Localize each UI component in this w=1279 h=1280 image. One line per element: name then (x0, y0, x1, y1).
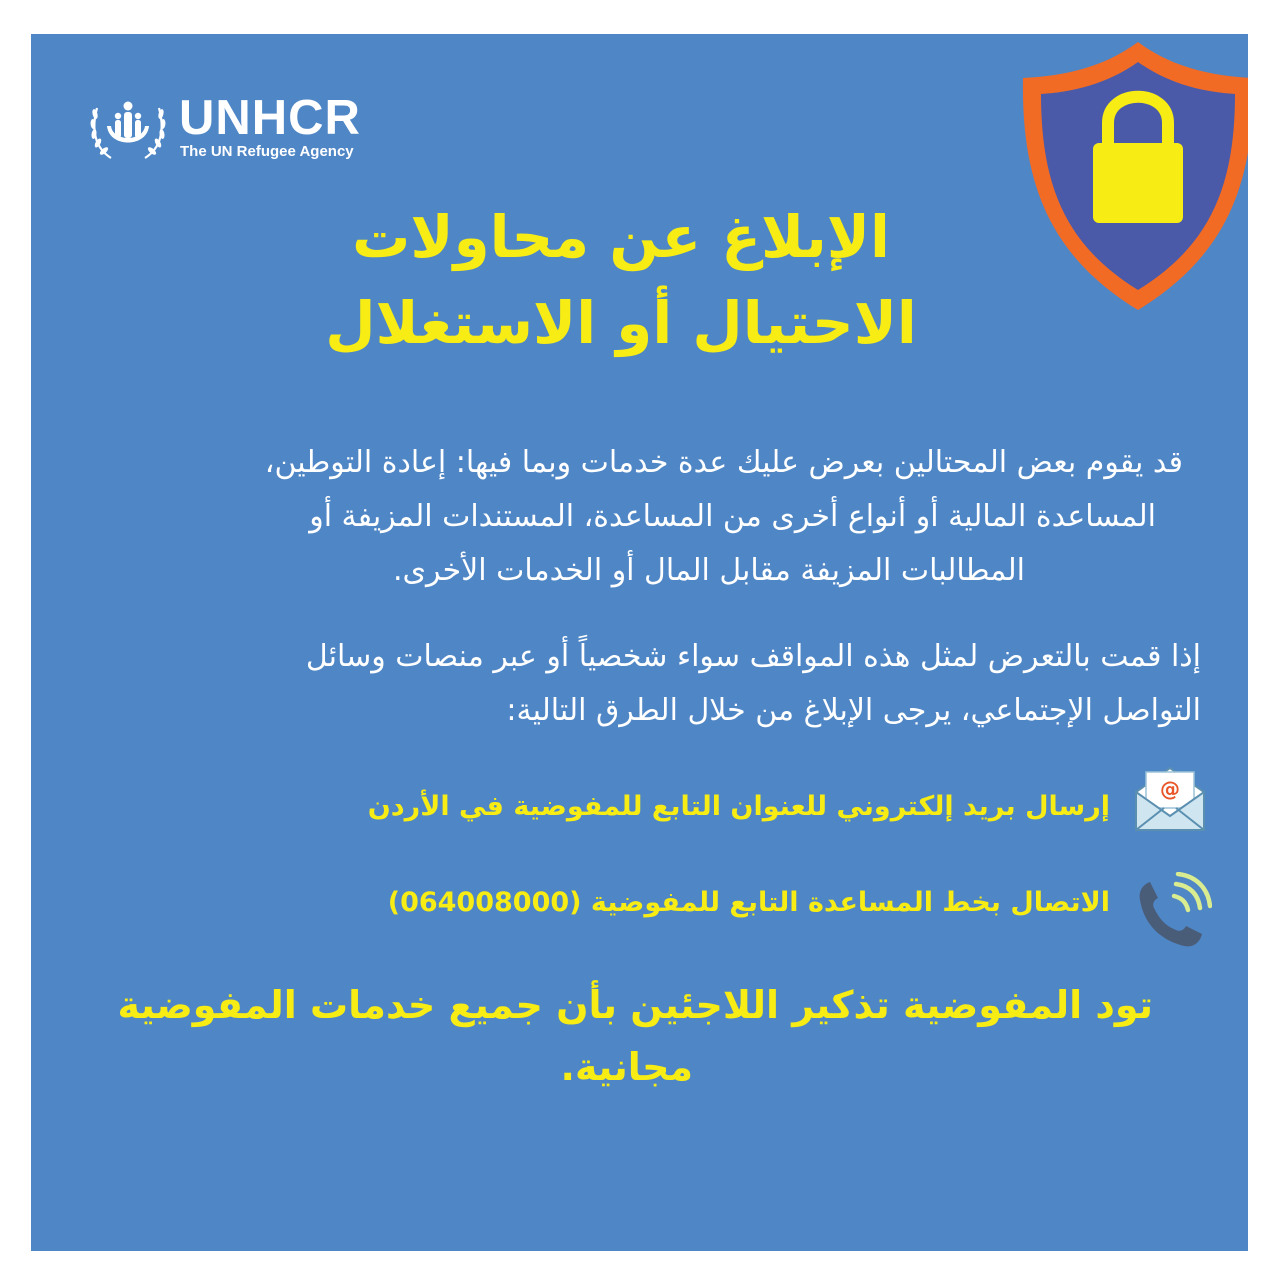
logo-name: UNHCR (179, 91, 361, 145)
phone-contact-text: الاتصال بخط المساعدة التابع للمفوضية (064008000) (387, 887, 1110, 918)
poster (31, 34, 1248, 1251)
svg-text:@: @ (1160, 777, 1180, 801)
page-title (281, 194, 961, 366)
closing-line-2: مجانية. (560, 1045, 693, 1089)
intro-line-2: المساعدة المالية أو أنواع أخرى من المساعدة، المستندات المزيفة أو (309, 499, 1156, 534)
closing-note (53, 974, 1153, 1098)
report-paragraph (51, 630, 1201, 738)
shield-lock-icon (1013, 34, 1248, 318)
intro-paragraph (33, 436, 1183, 598)
email-contact-text: إرسال بريد إلكتروني للعنوان التابع للمفوضية في الأردن (367, 791, 1110, 822)
phone-icon (1130, 872, 1212, 952)
report-line-2: التواصل الإجتماعي، يرجى الإبلاغ من خلال الطرق التالية: (506, 693, 1201, 728)
unhcr-logo (89, 91, 409, 166)
email-icon (1134, 762, 1206, 832)
closing-line-1: تود المفوضية تذكير اللاجئين بأن جميع خدمات المفوضية (117, 983, 1153, 1027)
intro-line-3: المطالبات المزيفة مقابل المال أو الخدمات الأخرى. (393, 553, 1025, 588)
report-line-1: إذا قمت بالتعرض لمثل هذه المواقف سواء شخصياً أو عبر منصات وسائل (305, 639, 1201, 674)
intro-line-1: قد يقوم بعض المحتالين بعرض عليك عدة خدمات وبما فيها: إعادة التوطين، (264, 445, 1183, 480)
unhcr-emblem-icon (89, 96, 167, 162)
title-line-1: الإبلاغ عن محاولات (352, 203, 890, 271)
title-line-2: الاحتيال أو الاستغلال (325, 289, 917, 357)
logo-tagline: The UN Refugee Agency (180, 143, 354, 160)
